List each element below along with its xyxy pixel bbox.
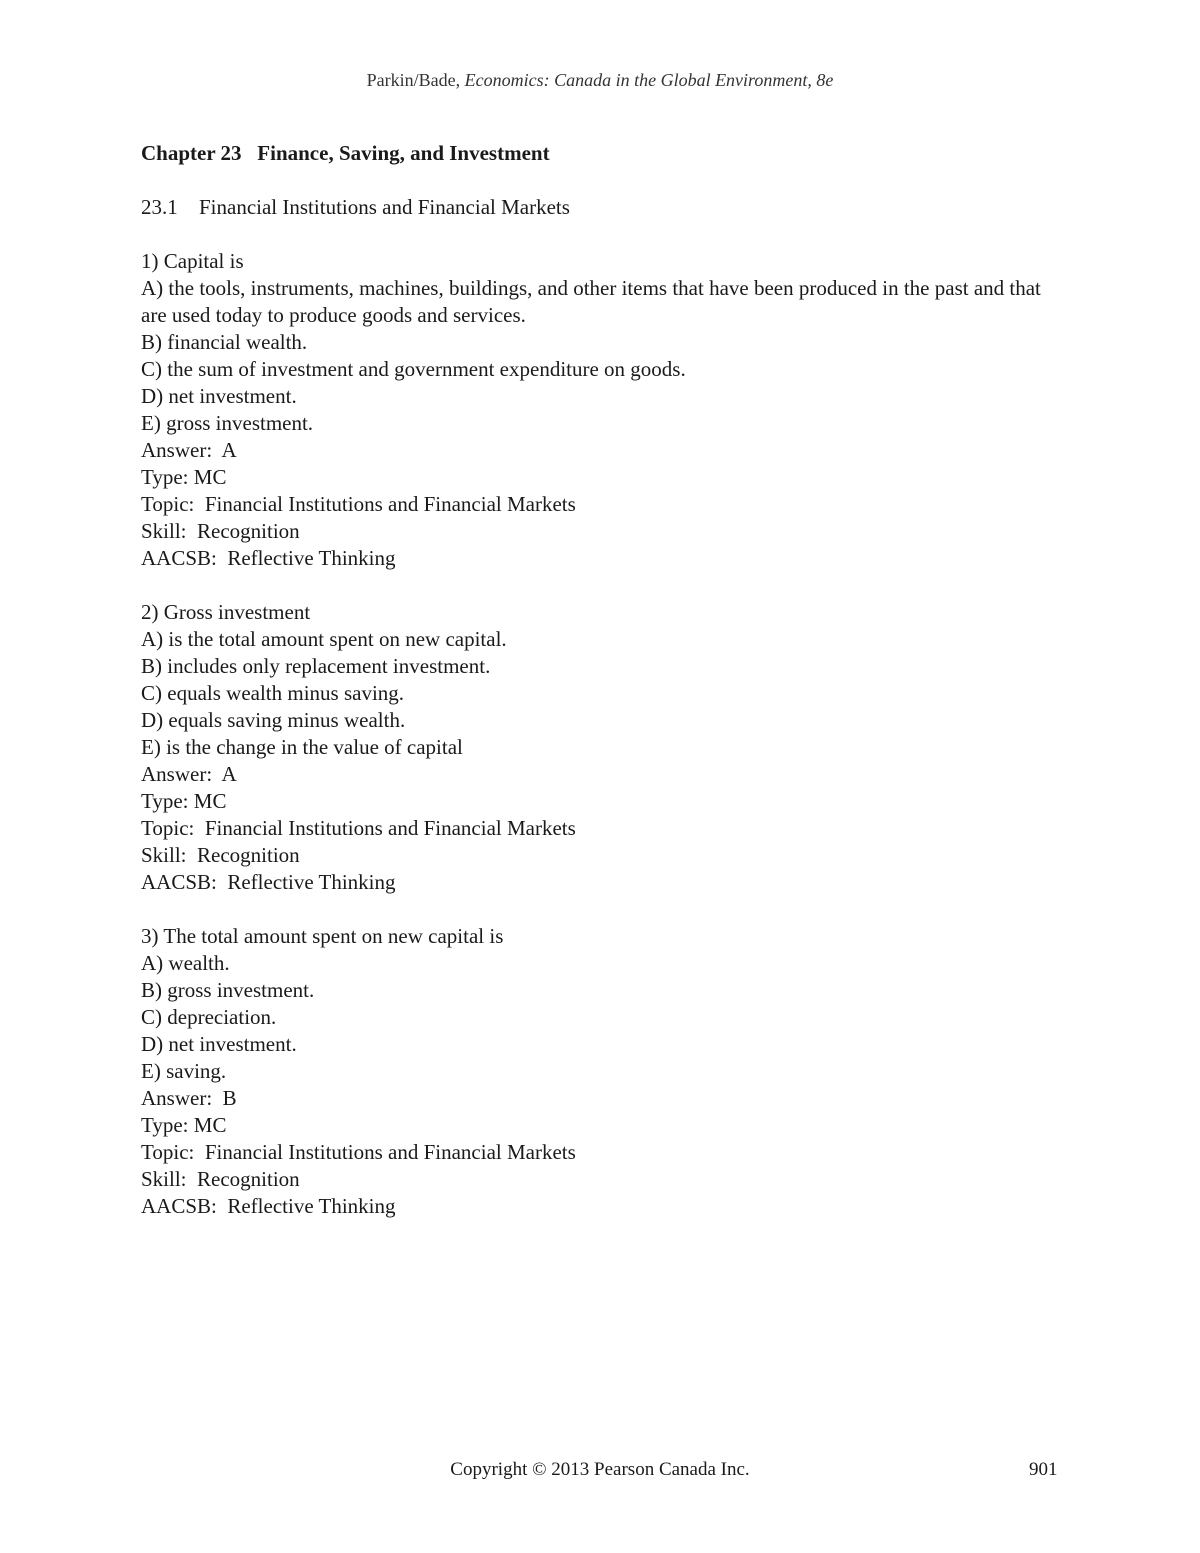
option-c: C) the sum of investment and government expenditure on goods. [141,357,686,381]
option-e: E) saving. [141,1059,227,1083]
option-c: C) equals wealth minus saving. [141,681,405,705]
chapter-title: Chapter 23 Finance, Saving, and Investment [141,141,550,165]
question-2 [141,599,1051,896]
running-header [0,70,1200,91]
topic: Topic: Financial Institutions and Financial Markets [141,816,576,840]
page-number: 901 [1029,1459,1058,1480]
option-d: D) net investment. [141,1032,297,1056]
section-heading [141,194,1051,221]
question-stem: 3) The total amount spent on new capital is [141,924,504,948]
section-number: 23.1 [141,195,178,219]
question-1 [141,248,1051,572]
aacsb: AACSB: Reflective Thinking [141,546,396,570]
answer: Answer: A [141,762,237,786]
skill: Skill: Recognition [141,519,300,543]
skill: Skill: Recognition [141,1167,300,1191]
option-a: A) the tools, instruments, machines, buildings, and other items that have been produced in the past and that are used today to produce goods and services. [141,276,1047,327]
question-type: Type: MC [141,465,227,489]
option-d: D) net investment. [141,384,297,408]
aacsb: AACSB: Reflective Thinking [141,870,396,894]
question-3 [141,923,1051,1220]
option-b: B) includes only replacement investment. [141,654,491,678]
skill: Skill: Recognition [141,843,300,867]
answer: Answer: A [141,438,237,462]
page-content [141,140,1051,1247]
question-type: Type: MC [141,789,227,813]
question-stem: 1) Capital is [141,249,244,273]
option-e: E) gross investment. [141,411,314,435]
copyright-notice: Copyright © 2013 Pearson Canada Inc. [450,1459,750,1480]
question-type: Type: MC [141,1113,227,1137]
answer: Answer: B [141,1086,237,1110]
option-e: E) is the change in the value of capital [141,735,463,759]
option-d: D) equals saving minus wealth. [141,708,406,732]
topic: Topic: Financial Institutions and Financial Markets [141,492,576,516]
option-b: B) gross investment. [141,978,315,1002]
option-a: A) wealth. [141,951,230,975]
option-c: C) depreciation. [141,1005,277,1029]
section-title: Financial Institutions and Financial Markets [199,195,570,219]
header-author: Parkin/Bade, [366,70,465,90]
topic: Topic: Financial Institutions and Financial Markets [141,1140,576,1164]
header-book-title: Economics: Canada in the Global Environment, 8e [464,70,834,90]
question-stem: 2) Gross investment [141,600,311,624]
option-a: A) is the total amount spent on new capital. [141,627,507,651]
option-b: B) financial wealth. [141,330,308,354]
aacsb: AACSB: Reflective Thinking [141,1194,396,1218]
